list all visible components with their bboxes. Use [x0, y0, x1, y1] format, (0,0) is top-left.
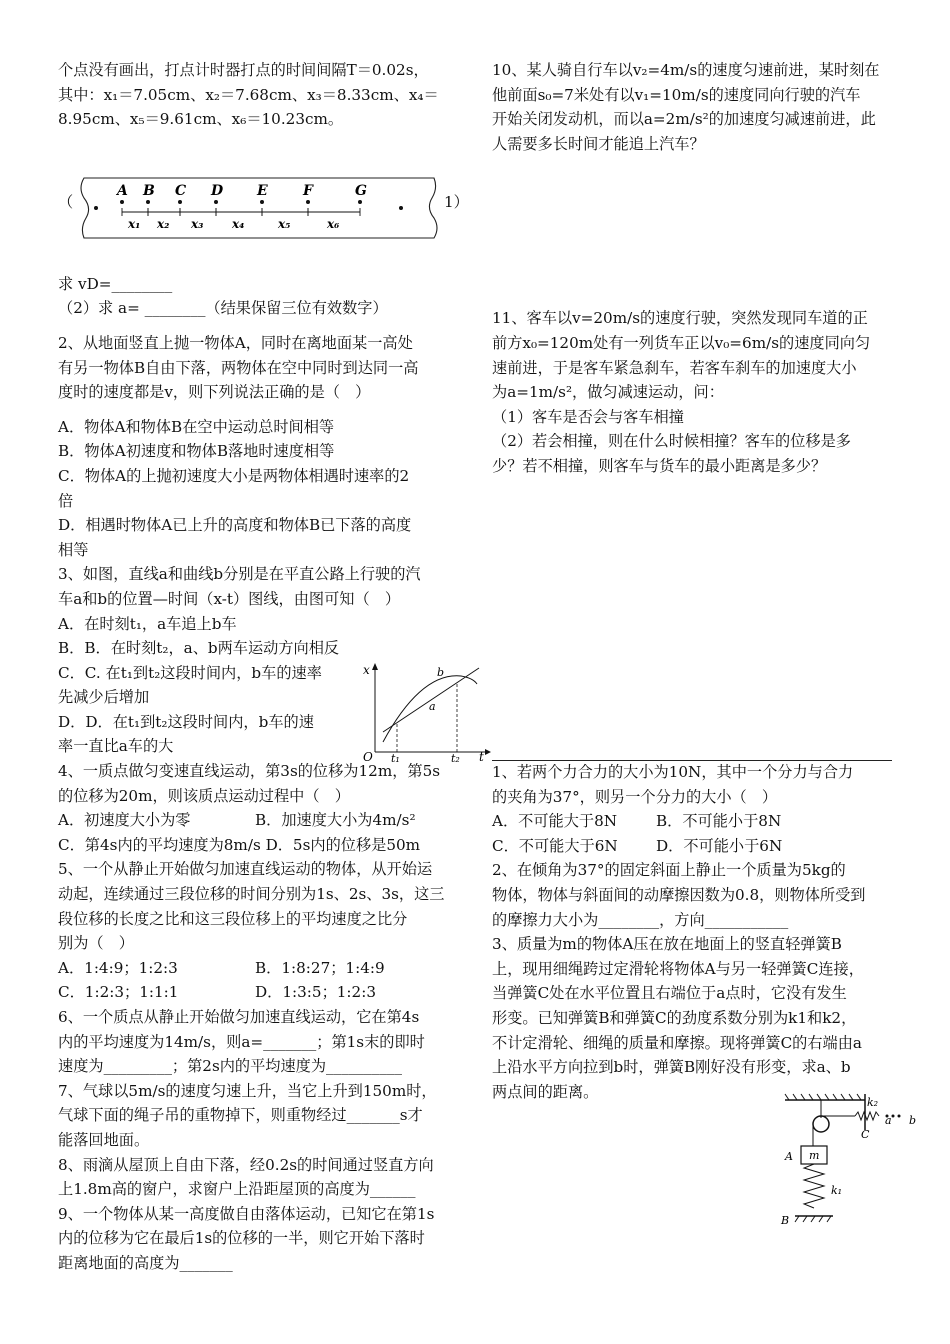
intro-line-2: 其中：x₁＝7.05cm、x₂＝7.68cm、x₃＝8.33cm、x₄＝ — [58, 85, 439, 104]
question-5 — [58, 857, 463, 1005]
tape-dot-start — [94, 206, 98, 210]
p3-line-7: 两点间的距离。 — [492, 1082, 599, 1101]
q11-line-2: 前方x₀=120m处有一列货车正以v₀=6m/s的速度同向匀 — [492, 333, 871, 352]
ticker-tape-svg — [76, 176, 446, 246]
graph-x-label: x — [363, 663, 370, 678]
graph-t1: t₁ — [391, 752, 400, 763]
label-k1: k₁ — [831, 1184, 843, 1197]
tape-segment-label: x₄ — [232, 216, 245, 231]
q3-option-c: C．C. 在t₁到t₂这段时间内，b车的速率 — [58, 663, 322, 682]
tape-label-e: E — [257, 182, 268, 199]
q2-option-d: D．相遇时物体A已上升的高度和物体B已下落的高度 — [58, 516, 412, 535]
force-question-3 — [492, 932, 897, 1104]
p1-stem-2: 的夹角为37°，则另一个分力的大小（ ） — [492, 787, 778, 806]
q4-option-b: B．加速度大小为4m/s² — [255, 811, 416, 830]
q4-stem-2: 的位移为20m，则该质点运动过程中（ ） — [58, 786, 350, 805]
q7-line-2: 气球下面的绳子吊的重物掉下，则重物经过_______s才 — [58, 1106, 423, 1125]
q11-line-6: （2）若会相撞，则在什么时候相撞？客车的位移是多 — [492, 432, 851, 451]
p3-line-5: 不计定滑轮、细绳的质量和摩擦。现将弹簧C的右端由a — [492, 1033, 862, 1052]
p3-line-4: 形变。已知弹簧B和弹簧C的劲度系数分别为k1和k2， — [492, 1008, 857, 1027]
q5-option-c: C．1:2:3；1:1:1 — [58, 983, 179, 1002]
tape-point-a — [120, 200, 124, 204]
p2-line-2: 物体，物体与斜面间的动摩擦因数为0.8，则物体所受到 — [492, 885, 866, 904]
q6-line-3: 速度为_________；第2s内的平均速度为__________ — [58, 1057, 402, 1076]
intro-line-1: 个点没有画出，打点计时器打点的时间间隔T＝0.02s， — [58, 61, 429, 79]
q3-option-b: B．B．在时刻t₂，a、b两车运动方向相反 — [58, 639, 340, 658]
p1-option-b: B．不可能小于8N — [656, 812, 782, 831]
q1-a: （2）求 a= ________（结果保留三位有效数字） — [58, 299, 388, 318]
q5-option-a: A．1:4:9；1:2:3 — [58, 958, 178, 977]
q10-line-1: 10、某人骑自行车以v₂=4m/s的速度匀速前进，某时刻在 — [492, 61, 880, 79]
spring-b — [804, 1164, 824, 1208]
right-column-lower — [492, 760, 897, 1104]
q11-line-3: 速前进，于是客车紧急刹车，若客车刹车的加速度大小 — [492, 358, 857, 377]
label-b-ground: B — [781, 1214, 790, 1227]
graph-t2: t₂ — [451, 752, 460, 763]
question-6 — [58, 1005, 463, 1079]
question-4 — [58, 759, 463, 857]
tape-point-d — [214, 200, 218, 204]
p3-line-2: 上，现用细绳跨过定滑轮将物体A与另一轻弹簧C连接， — [492, 959, 864, 978]
q9-line-2: 内的位移为它在最后1s的位移的一半，则它开始下落时 — [58, 1229, 425, 1248]
q2-stem-2: 有另一物体B自由下落，两物体在空中同时到达同一高 — [58, 358, 419, 377]
label-m: m — [809, 1149, 820, 1162]
q2-stem-3: 度时的速度都是v，则下列说法正确的是（ ） — [58, 383, 371, 402]
q6-line-2: 内的平均速度为14m/s，则a=_______；第1s末的即时 — [58, 1032, 425, 1051]
tape-point-b — [146, 200, 150, 204]
question-3 — [58, 562, 484, 763]
tape-label-a: A — [117, 182, 128, 199]
tape-label-c: C — [175, 182, 187, 199]
q8-line-2: 上1.8m高的窗户，求窗户上沿距屋顶的高度为______ — [58, 1180, 416, 1199]
graph-origin: O — [363, 750, 373, 763]
force-question-1 — [492, 760, 897, 858]
label-b: b — [909, 1114, 917, 1127]
tape-label-f: F — [303, 182, 313, 199]
question-2 — [58, 331, 463, 562]
tape-close-label: 1） — [444, 192, 469, 211]
q3-option-c-cont: 先减少后增加 — [58, 688, 150, 707]
q5-option-b: B．1:8:27；1:4:9 — [255, 958, 385, 977]
q5-stem-1: 5、一个从静止开始做匀加速直线运动的物体，从开始运 — [58, 860, 433, 879]
graph-b: b — [437, 666, 445, 680]
question-9 — [58, 1202, 463, 1276]
right-column — [492, 58, 897, 479]
xt-graph — [361, 662, 491, 762]
q4-stem-1: 4、一质点做匀变速直线运动，第3s的位移为12m，第5s — [58, 762, 441, 781]
q11-line-5: （1）客车是否会与客车相撞 — [492, 407, 684, 426]
tape-point-f — [306, 200, 310, 204]
q4-option-cd: C．第4s内的平均速度为8m/s D．5s内的位移是50m — [58, 835, 421, 854]
q4-option-a: A．初速度大小为零 — [58, 811, 191, 830]
p3-line-6: 上沿水平方向拉到b时，弹簧B刚好没有形变，求a、b — [492, 1058, 851, 1077]
p1-option-c: C．不可能大于6N — [492, 836, 618, 855]
tape-point-g — [358, 200, 362, 204]
intro-line-3: 8.95cm、x₅＝9.61cm、x₆＝10.23cm。 — [58, 110, 344, 129]
tape-segment-label: x₂ — [157, 216, 170, 231]
q9-line-3: 距离地面的高度为_______ — [58, 1253, 233, 1272]
q1-vd: 求 vD=________ — [58, 274, 173, 293]
question-11 — [492, 306, 897, 478]
tape-label-d: D — [211, 182, 224, 199]
q2-option-b: B．物体A初速度和物体B落地时速度相等 — [58, 442, 335, 461]
q2-option-a: A．物体A和物体B在空中运动总时间相等 — [58, 417, 335, 436]
q9-line-1: 9、一个物体从某一高度做自由落体运动，已知它在第1s — [58, 1204, 435, 1223]
p1-option-d: D．不可能小于6N — [656, 836, 783, 855]
tape-dot-end — [399, 206, 403, 210]
question-7 — [58, 1079, 463, 1153]
q3-stem-1: 3、如图，直线a和曲线b分别是在平直公路上行驶的汽 — [58, 565, 421, 584]
tape-point-c — [178, 200, 182, 204]
tape-label-b: B — [143, 182, 155, 199]
q11-line-4: 为a=1m/s²，做匀减速运动，问： — [492, 383, 724, 402]
tape-segment-label: x₅ — [278, 216, 291, 231]
q5-stem-2: 动起，连续通过三段位移的时间分别为1s、2s、3s，这三 — [58, 885, 445, 904]
q5-option-d: D．1:3:5；1:2:3 — [255, 983, 376, 1002]
tape-segment-label: x₁ — [128, 216, 141, 231]
p1-stem-1: 1、若两个力合力的大小为10N，其中一个分力与合力 — [492, 763, 854, 781]
p2-line-3: 的摩擦力大小为________，方向___________ — [492, 910, 789, 929]
label-k2: k₂ — [867, 1096, 879, 1109]
p3-line-1: 3、质量为m的物体A压在放在地面上的竖直轻弹簧B — [492, 935, 842, 954]
q3-option-d-cont: 率一直比a车的大 — [58, 737, 174, 756]
question-10 — [492, 58, 897, 156]
q10-line-3: 开始关闭发动机，而以a=2m/s²的加速度匀减速前进，此 — [492, 110, 876, 129]
q3-option-d: D．D．在t₁到t₂这段时间内，b车的速 — [58, 712, 314, 731]
label-a: a — [885, 1114, 892, 1127]
question-8 — [58, 1153, 463, 1202]
q7-line-3: 能落回地面。 — [58, 1130, 150, 1149]
q6-line-1: 6、一个质点从静止开始做匀加速直线运动，它在第4s — [58, 1008, 420, 1026]
graph-t-label: t — [479, 750, 484, 763]
label-c: C — [861, 1128, 870, 1141]
q5-stem-3: 段位移的长度之比和这三段位移上的平均速度之比分 — [58, 909, 408, 928]
q10-line-4: 人需要多长时间才能追上汽车？ — [492, 134, 705, 153]
q3-stem-2: 车a和b的位置—时间（x-t）图线，由图可知（ ） — [58, 589, 401, 608]
pulley — [813, 1116, 829, 1132]
q2-option-c: C．物体A的上抛初速度大小是两物体相遇时速率的2 — [58, 466, 410, 485]
tape-segment-label: x₆ — [327, 216, 340, 231]
q3-option-a: A．在时刻t₁，a车追上b车 — [58, 614, 237, 633]
ticker-tape-figure — [58, 156, 469, 272]
q2-option-d-cont: 相等 — [58, 540, 89, 559]
q11-line-7: 少？若不相撞，则客车与货车的最小距离是多少？ — [492, 456, 827, 475]
p3-line-3: 当弹簧C处在水平位置且右端位于a点时，它没有发生 — [492, 984, 847, 1003]
tape-label-g: G — [355, 182, 367, 199]
spring-pulley-figure — [775, 1090, 925, 1230]
q8-line-1: 8、雨滴从屋顶上自由下落，经0.2s的时间通过竖直方向 — [58, 1155, 434, 1174]
force-question-2 — [492, 858, 897, 932]
tape-segment-label: x₃ — [191, 216, 204, 231]
q7-line-1: 7、气球以5m/s的速度匀速上升，当它上升到150m时， — [58, 1081, 437, 1100]
q10-line-2: 他前面s₀=7米处有以v₁=10m/s的速度同向行驶的汽车 — [492, 85, 861, 104]
q2-stem-1: 2、从地面竖直上抛一物体A，同时在离地面某一高处 — [58, 333, 413, 352]
tape-open-paren: （ — [58, 192, 74, 211]
left-column — [58, 58, 484, 1276]
spring-c — [855, 1112, 879, 1120]
q2-option-c-cont: 倍 — [58, 491, 74, 510]
q11-line-1: 11、客车以v=20m/s的速度行驶，突然发现同车道的正 — [492, 309, 868, 328]
p2-line-1: 2、在倾角为37°的固定斜面上静止一个质量为5kg的 — [492, 861, 846, 880]
tape-point-e — [260, 200, 264, 204]
label-block-a: A — [785, 1150, 793, 1163]
q5-stem-4: 别为（ ） — [58, 934, 134, 953]
graph-a: a — [429, 700, 436, 714]
p1-option-a: A．不可能大于8N — [492, 812, 618, 831]
